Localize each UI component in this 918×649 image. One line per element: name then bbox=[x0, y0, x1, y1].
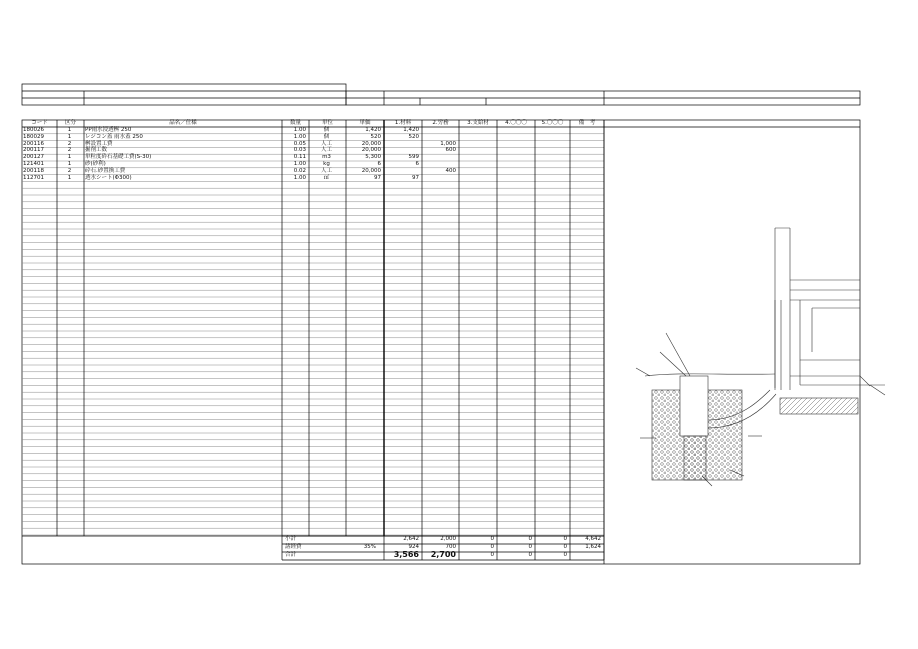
total-value: 0 bbox=[563, 552, 567, 558]
table-cell-code: 121401 bbox=[23, 161, 44, 167]
column-header: 区分 bbox=[64, 120, 76, 126]
table-cell-kubun: 1 bbox=[67, 174, 72, 181]
table-cell-kubun: 2 bbox=[67, 167, 72, 174]
table-cell-qty: 1.00 bbox=[293, 174, 306, 181]
subtotal-value: 0 bbox=[563, 536, 567, 542]
table-cell-qty: 0.03 bbox=[293, 147, 306, 154]
subtotal-label: 小計 bbox=[285, 536, 297, 542]
misc-value: 0 bbox=[528, 544, 532, 550]
column-header: 備 考 bbox=[578, 120, 596, 126]
table-cell-name: 砂(砂利) bbox=[85, 161, 106, 167]
column-header: 数量 bbox=[289, 120, 301, 126]
column-header: 2.労務 bbox=[432, 120, 449, 126]
table-cell-code: 200118 bbox=[23, 167, 44, 174]
total-value: 3,566 bbox=[393, 550, 419, 559]
misc-label: 諸経費 bbox=[285, 544, 302, 550]
table-cell-code: 180026 bbox=[23, 127, 44, 133]
subtotal-value: 0 bbox=[490, 536, 494, 542]
total-value: 0 bbox=[528, 552, 532, 558]
table-cell-material: 599 bbox=[408, 154, 419, 161]
table-cell-kubun: 1 bbox=[67, 133, 72, 140]
table-cell-qty: 1.00 bbox=[293, 127, 306, 133]
table-cell-price: 20,000 bbox=[361, 140, 381, 147]
column-header: 5.〇〇〇 bbox=[541, 120, 564, 126]
total-value: 0 bbox=[490, 552, 494, 558]
table-cell-labor: 400 bbox=[445, 167, 456, 174]
table-cell-material: 97 bbox=[412, 174, 419, 181]
table-cell-name: PP雨水浸透桝 250 bbox=[85, 127, 132, 133]
table-cell-material: 1,420 bbox=[403, 127, 419, 133]
table-cell-code: 180029 bbox=[23, 133, 44, 140]
table-cell-qty: 0.02 bbox=[293, 167, 306, 174]
table-cell-name: 透水シート(Φ300) bbox=[85, 174, 132, 181]
table-cell-name: レジコン蓋 雨水蓋 250 bbox=[85, 133, 143, 140]
table-cell-kubun: 1 bbox=[67, 161, 72, 167]
table-cell-kubun: 1 bbox=[67, 127, 72, 133]
table-cell-code: 200117 bbox=[23, 147, 44, 154]
total-label: 合計 bbox=[285, 552, 297, 558]
table-cell-kubun: 2 bbox=[67, 147, 72, 154]
table-cell-qty: 1.00 bbox=[293, 133, 306, 140]
subtotal-value: 2,642 bbox=[403, 536, 419, 542]
subtotal-value: 0 bbox=[528, 536, 532, 542]
table-cell-price: 1,420 bbox=[365, 127, 381, 133]
table-cell-labor: 600 bbox=[445, 147, 456, 154]
table-cell-code: 200116 bbox=[23, 140, 44, 147]
column-header: 品名／仕様 bbox=[169, 120, 197, 126]
table-cell-labor: 1,000 bbox=[440, 140, 456, 147]
table-cell-price: 520 bbox=[370, 133, 381, 140]
misc-value: 1,624 bbox=[585, 544, 601, 550]
table-cell-material: 520 bbox=[408, 133, 419, 140]
column-header: 単位 bbox=[321, 120, 333, 126]
table-cell-kubun: 2 bbox=[67, 140, 72, 147]
misc-value: 0 bbox=[490, 544, 494, 550]
table-cell-unit: 個 bbox=[323, 133, 330, 140]
column-header: 単価 bbox=[359, 120, 371, 126]
column-header: 4.〇〇〇 bbox=[505, 120, 527, 126]
table-cell-name: 砕石.砂置換工費 bbox=[85, 167, 126, 174]
table-cell-kubun: 1 bbox=[67, 154, 72, 161]
table-cell-unit: ㎡ bbox=[323, 174, 330, 181]
table-cell-unit: 人工 bbox=[320, 147, 332, 154]
misc-value: 924 bbox=[408, 544, 419, 550]
table-cell-price: 20,000 bbox=[361, 147, 381, 154]
column-header: コード bbox=[31, 120, 48, 126]
table-cell-code: 200127 bbox=[23, 154, 44, 161]
table-cell-qty: 0.05 bbox=[293, 140, 306, 147]
table-cell-name: 単粒度砕石基礎工費(S-30) bbox=[85, 154, 152, 161]
table-cell-material: 6 bbox=[415, 161, 419, 167]
table-cell-unit: 人工 bbox=[320, 140, 332, 147]
table-cell-name: 桝設置工費 bbox=[85, 140, 113, 147]
table-cell-price: 20,000 bbox=[361, 167, 381, 174]
table-cell-price: 5,300 bbox=[365, 154, 381, 161]
table-cell-qty: 0.11 bbox=[293, 154, 306, 161]
table-cell-name: 掘削工数 bbox=[85, 147, 108, 154]
table-cell-unit: kg bbox=[323, 161, 330, 167]
total-value: 2,700 bbox=[430, 550, 456, 559]
table-cell-code: 112701 bbox=[23, 174, 44, 181]
subtotal-value: 2,000 bbox=[440, 536, 456, 542]
column-header: 1.材料 bbox=[394, 120, 412, 126]
subtotal-value: 4,642 bbox=[585, 536, 601, 542]
misc-value: 0 bbox=[563, 544, 567, 550]
table-cell-unit: m3 bbox=[322, 154, 331, 161]
table-cell-unit: 個 bbox=[323, 127, 330, 133]
column-header: 3.支給材 bbox=[467, 120, 489, 126]
table-cell-unit: 人工 bbox=[320, 167, 332, 174]
misc-value: 700 bbox=[445, 544, 456, 550]
table-cell-qty: 1.00 bbox=[293, 161, 306, 167]
misc-rate: 35% bbox=[363, 544, 376, 550]
table-cell-price: 97 bbox=[374, 174, 381, 181]
table-cell-price: 6 bbox=[377, 161, 381, 167]
